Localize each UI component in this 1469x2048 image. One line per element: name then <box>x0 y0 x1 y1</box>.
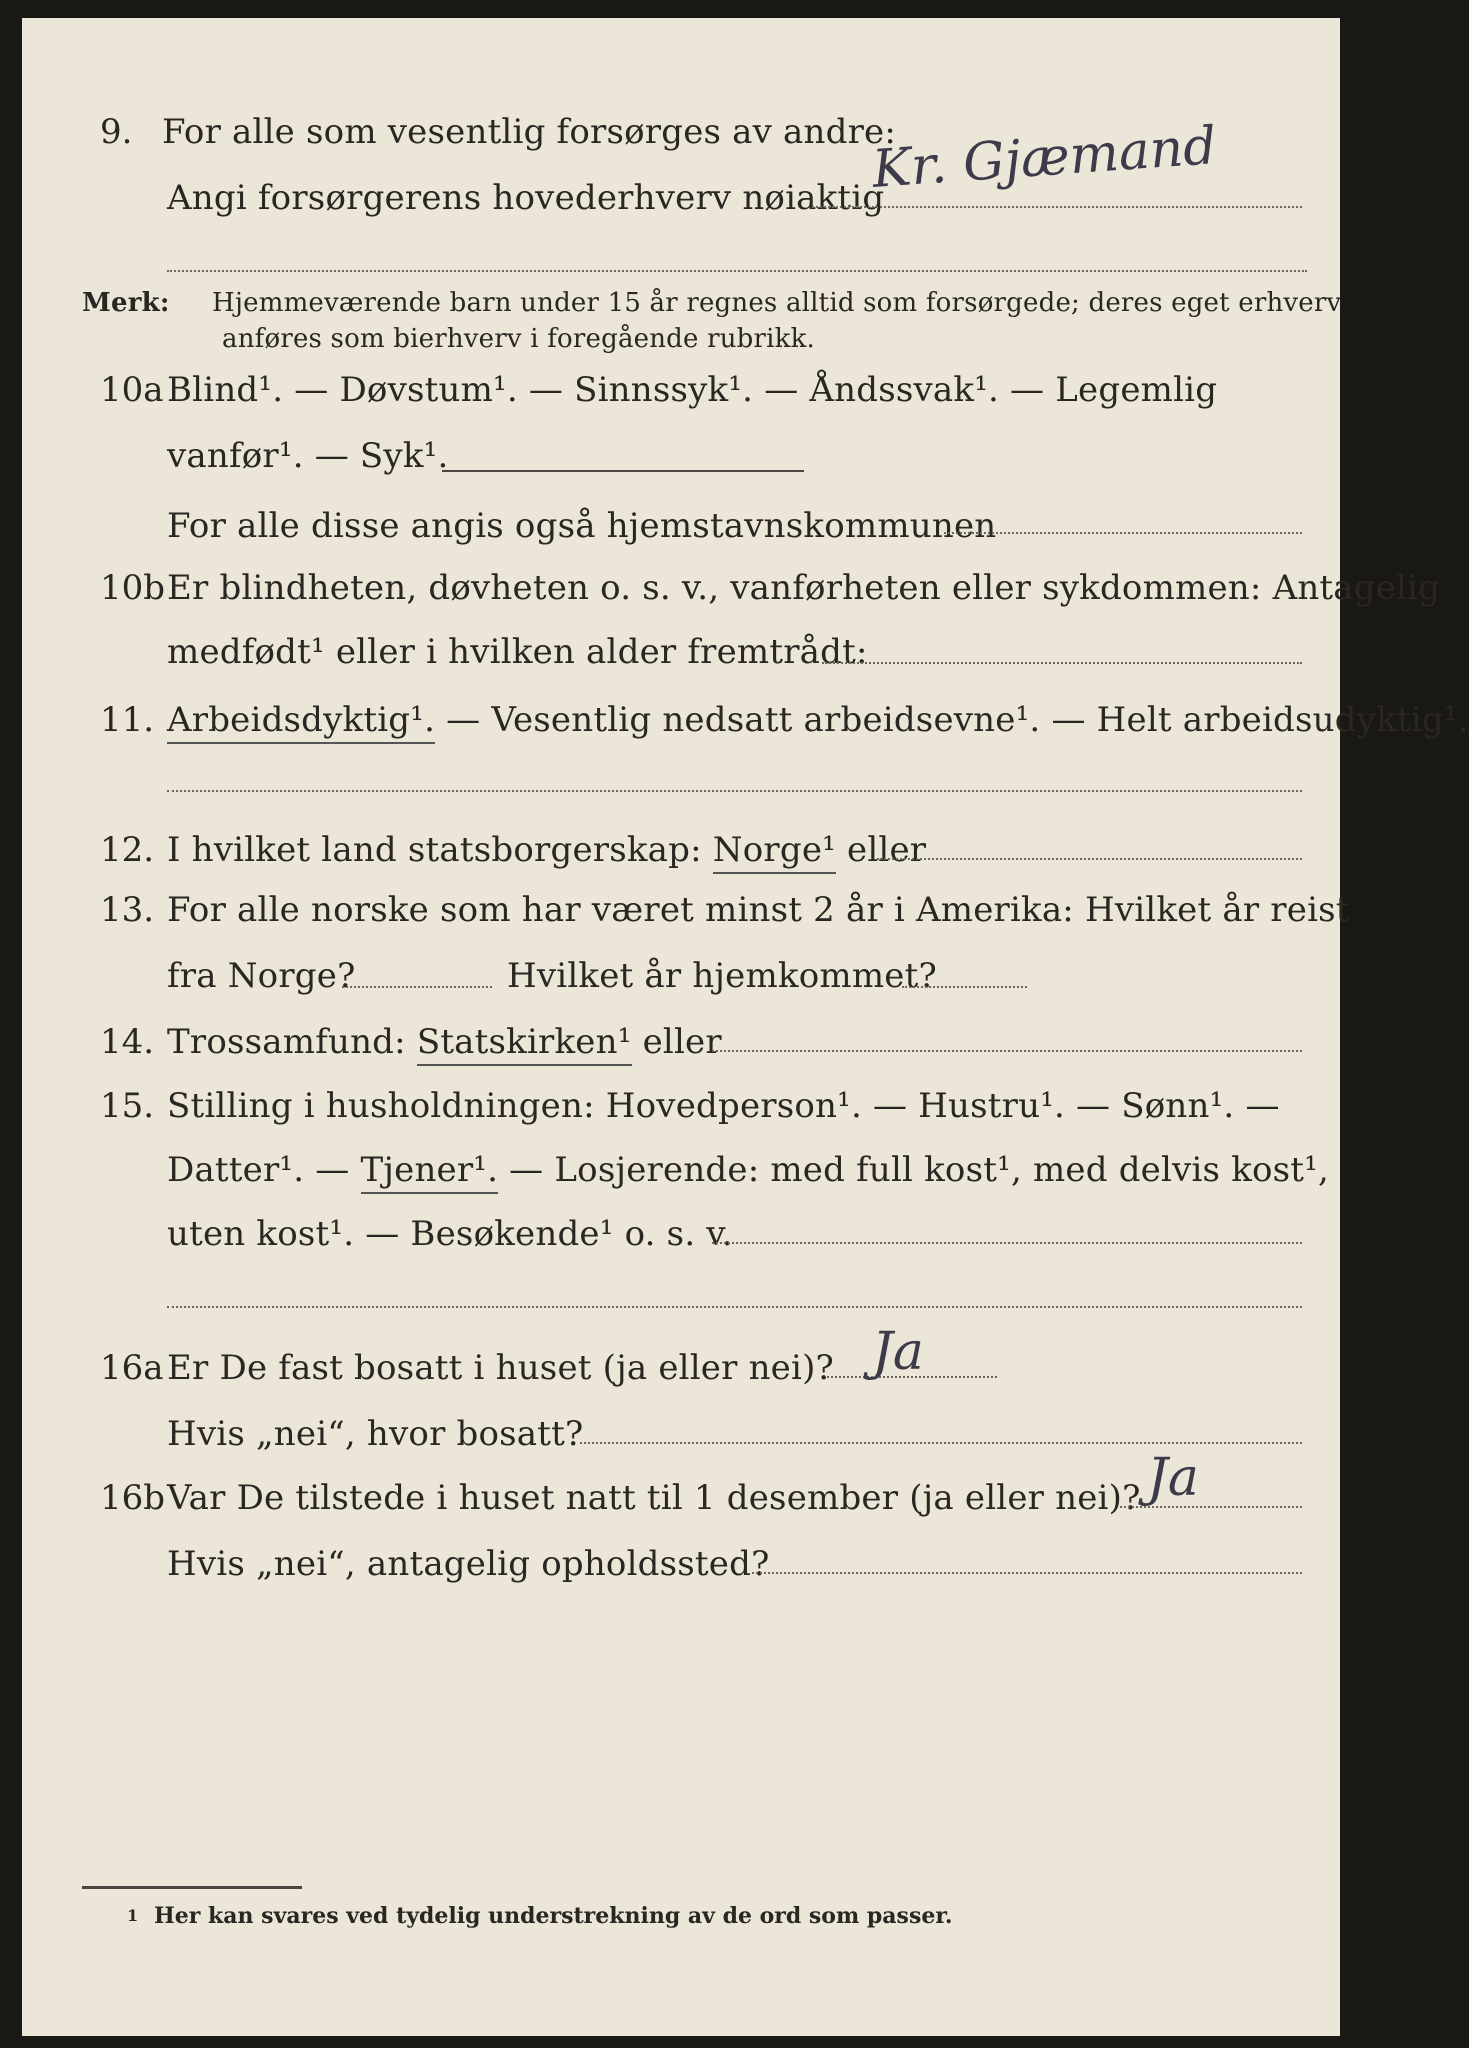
q15-datter: Datter¹. — <box>167 1150 350 1190</box>
q12-option-norge: Norge¹ <box>713 830 836 874</box>
q13-line2b: Hvilket år hjemkommet? <box>507 956 937 996</box>
q16b-handwritten-answer: Ja <box>1147 1448 1199 1508</box>
q12-line <box>167 830 926 870</box>
q10a-syk-line <box>442 470 804 472</box>
q9-number: 9. <box>100 112 133 152</box>
q14-answer-line <box>712 1050 1302 1052</box>
q10a-line3: For alle disse angis også hjemstavnskommunen <box>167 506 997 546</box>
q14-question: Trossamfund: <box>167 1022 406 1062</box>
q9-extra-line <box>167 270 1307 272</box>
q11-option-arbeidsdyktig: Arbeidsdyktig¹. <box>167 700 435 744</box>
q14-number: 14. <box>100 1022 155 1062</box>
q9-line2: Angi forsørgerens hovederhverv nøiaktig <box>167 178 885 218</box>
q9-handwritten-answer: Kr. Gjæmand <box>870 116 1219 200</box>
q10a-number: 10a <box>100 370 164 410</box>
q16a-line2: Hvis „nei“, hvor bosatt? <box>167 1414 584 1454</box>
q14-line <box>167 1022 722 1062</box>
q15-option-tjener: Tjener¹. <box>361 1150 499 1194</box>
merk-line1: Hjemmeværende barn under 15 år regnes alltid som forsørgede; deres eget erhverv <box>212 288 1342 318</box>
q15-extra-line <box>167 1306 1302 1308</box>
q11-line <box>167 700 1469 740</box>
census-form-page <box>22 18 1469 2036</box>
q10b-line1: Er blindheten, døvheten o. s. v., vanførheten eller sykdommen: Antagelig <box>167 568 1441 608</box>
q12-number: 12. <box>100 830 155 870</box>
q15-line3: uten kost¹. — Besøkende¹ o. s. v. <box>167 1214 733 1254</box>
q9-line1: For alle som vesentlig forsørges av andre: <box>162 112 897 152</box>
q10b-line2: medfødt¹ eller i hvilken alder fremtrådt: <box>167 632 868 672</box>
q15-losjerende: — Losjerende: med full kost¹, med delvis kost¹, <box>509 1150 1330 1190</box>
q16a-handwritten-answer: Ja <box>872 1322 924 1382</box>
q13-number: 13. <box>100 890 155 930</box>
q14-option-statskirken: Statskirken¹ <box>417 1022 632 1066</box>
q16b-line2: Hvis „nei“, antagelig opholdssted? <box>167 1544 770 1584</box>
q13-line1: For alle norske som har været minst 2 år i Amerika: Hvilket år reist <box>167 890 1350 930</box>
q16a-number: 16a <box>100 1348 164 1388</box>
footnote-rule <box>82 1886 302 1889</box>
q10a-line1: Blind¹. — Døvstum¹. — Sinnssyk¹. — Åndssvak¹. — Legemlig <box>167 370 1218 410</box>
q15-answer-line <box>712 1242 1302 1244</box>
q10b-answer-line <box>822 662 1302 664</box>
q12-answer-line <box>877 858 1302 860</box>
q16a-line1: Er De fast bosatt i huset (ja eller nei)? <box>167 1348 834 1388</box>
q10b-number: 10b <box>100 568 166 608</box>
footnote-mark: 1 <box>127 1906 139 1925</box>
q16b-opholdssted-line <box>752 1572 1302 1574</box>
q13-reist-line <box>342 986 492 988</box>
q15-number: 15. <box>100 1086 155 1126</box>
q11-other-options: — Vesentlig nedsatt arbeidsevne¹. — Helt arbeidsudyktig¹. <box>446 700 1469 740</box>
q11-number: 11. <box>100 700 155 740</box>
q16a-bosatt-line <box>580 1442 1302 1444</box>
q15-line2 <box>167 1150 1329 1190</box>
merk-label: Merk: <box>82 288 170 318</box>
q10a-kommune-line <box>944 532 1302 534</box>
q14-eller: eller <box>642 1022 722 1062</box>
merk-line2: anføres som bierhverv i foregående rubrikk. <box>222 324 816 354</box>
q9-answer-line <box>812 206 1302 208</box>
q10a-line2: vanfør¹. — Syk¹. <box>167 436 449 476</box>
q15-line1: Stilling i husholdningen: Hovedperson¹. — Hustru¹. — Sønn¹. — <box>167 1086 1280 1126</box>
q11-answer-line <box>167 790 1302 792</box>
q13-hjemkommet-line <box>902 986 1027 988</box>
q16b-line1: Var De tilstede i huset natt til 1 desember (ja eller nei)? <box>167 1478 1141 1518</box>
q16b-number: 16b <box>100 1478 166 1518</box>
footnote-text: Her kan svares ved tydelig understrekning av de ord som passer. <box>154 1903 953 1929</box>
q12-eller: eller <box>847 830 927 870</box>
q12-question: I hvilket land statsborgerskap: <box>167 830 702 870</box>
q13-line2a: fra Norge? <box>167 956 356 996</box>
